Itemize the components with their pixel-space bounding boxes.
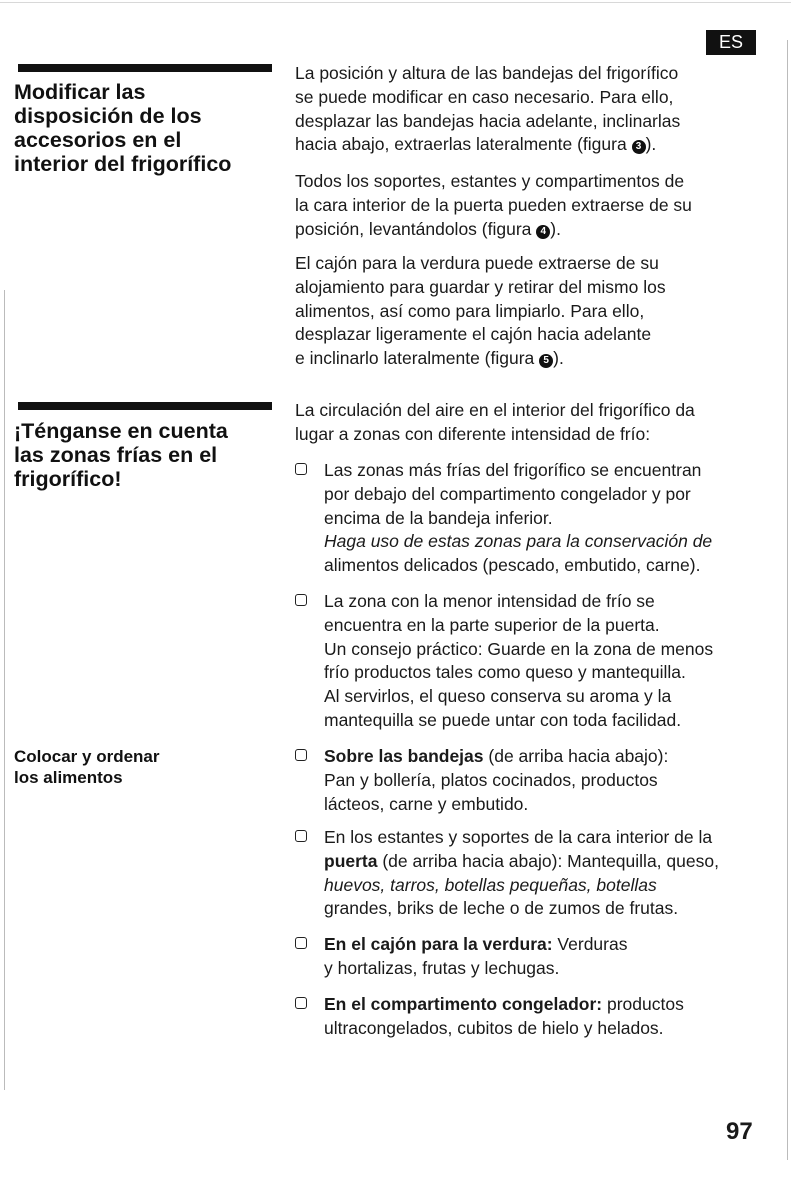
checkbox-bullet-icon <box>295 594 307 606</box>
checkbox-bullet-icon <box>295 997 307 1009</box>
section-rule <box>18 64 272 72</box>
section-title: ¡Ténganse en cuenta las zonas frías en el frigorífico! <box>14 419 228 491</box>
figure-4-icon: 4 <box>536 225 550 239</box>
checkbox-bullet-icon <box>295 937 307 949</box>
section-title: Colocar y ordenar los alimentos <box>14 747 160 787</box>
list-item: Sobre las bandejas (de arriba hacia abajo): Pan y bollería, platos cocinados, productos lácteos, carne y embutido. <box>295 745 760 816</box>
list-item: La zona con la menor intensidad de frío se encuentra en la parte superior de la puerta. Un consejo práctico: Guarde en la zona de menos frío productos tales como queso y mantequilla. Al servirlos, el queso conserva su aroma y la mantequilla se puede untar con toda facilidad. <box>295 590 760 733</box>
list-item: Las zonas más frías del frigorífico se encuentran por debajo del compartimento congelador y por encima de la bandeja inferior. Haga uso de estas zonas para la conservación de alimentos delicados (pescado, embutido, carne). <box>295 459 760 578</box>
paragraph: El cajón para la verdura puede extraerse de su alojamiento para guardar y retirar del mismo los alimentos, así como para limpiarlo. Para ello, desplazar ligeramente el cajón hacia adelante e inclinarlo lateralmente (figura 5 ). <box>295 253 666 369</box>
page-number: 97 <box>726 1118 753 1145</box>
checkbox-bullet-icon <box>295 463 307 475</box>
checkbox-bullet-icon <box>295 830 307 842</box>
paragraph: La circulación del aire en el interior del frigorífico da lugar a zonas con diferente intensidad de frío: <box>295 400 695 444</box>
top-border <box>0 2 791 3</box>
right-edge-line <box>787 40 788 1160</box>
figure-3-icon: 3 <box>632 140 646 154</box>
list-item: En el compartimento congelador: productos ultracongelados, cubitos de hielo y helados. <box>295 993 760 1041</box>
left-edge-line <box>4 290 5 1090</box>
paragraph: La posición y altura de las bandejas del frigorífico se puede modificar en caso necesario. Para ello, desplazar las bandejas hacia adelante, inclinarlas hacia abajo, extraerlas lateralmente (figura 3 ). <box>295 63 681 155</box>
list-item: En los estantes y soportes de la cara interior de la puerta (de arriba hacia abajo): Mantequilla, queso, huevos, tarros, botellas pequeñas, botellas grandes, briks de leche o de zumos de frutas. <box>295 826 760 921</box>
checkbox-bullet-icon <box>295 749 307 761</box>
language-badge: ES <box>706 30 756 55</box>
section-title: Modificar las disposición de los accesorios en el interior del frigorífico <box>14 80 232 176</box>
section-rule <box>18 402 272 410</box>
paragraph: Todos los soportes, estantes y compartimentos de la cara interior de la puerta pueden extraerse de su posición, levantándolos (figura 4 ). <box>295 171 692 239</box>
list-item: En el cajón para la verdura: Verduras y hortalizas, frutas y lechugas. <box>295 933 760 981</box>
figure-5-icon: 5 <box>539 354 553 368</box>
